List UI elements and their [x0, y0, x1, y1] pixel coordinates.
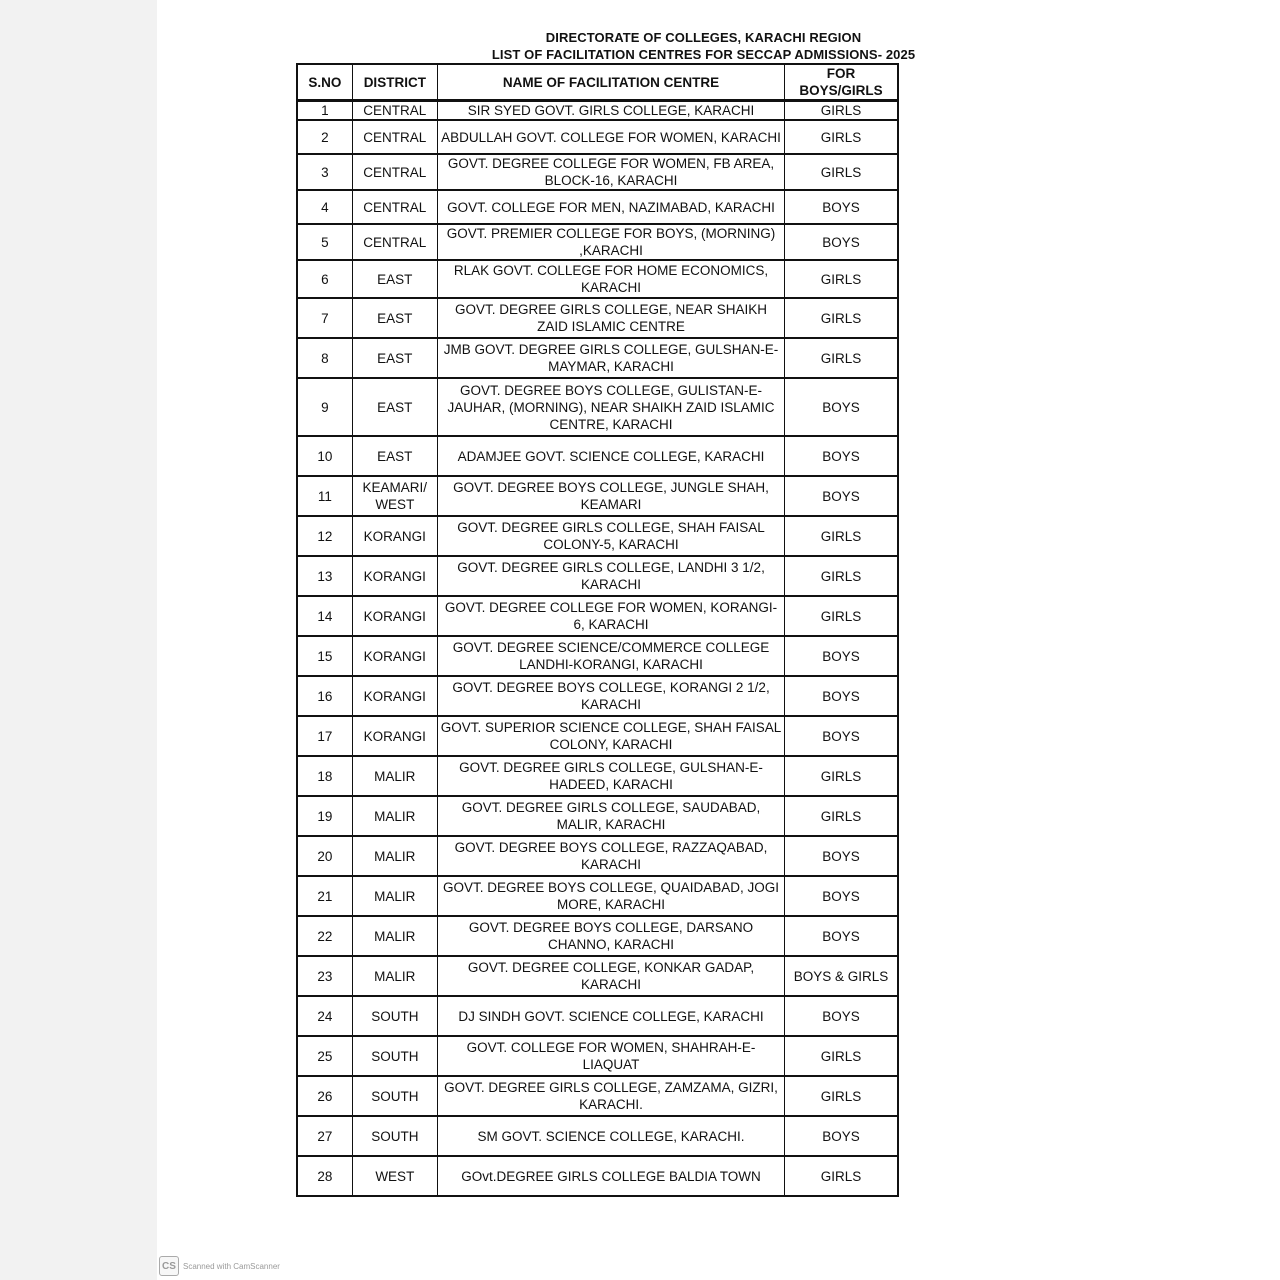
cell-district: CENTRAL: [352, 190, 437, 224]
table-row: [297, 378, 898, 436]
cell-for: BOYS: [785, 996, 898, 1036]
cell-district: KEAMARI/ WEST: [352, 476, 437, 516]
cell-centre-name: GOVT. DEGREE GIRLS COLLEGE, ZAMZAMA, GIZRI, KARACHI.: [437, 1076, 784, 1116]
cell-district: SOUTH: [352, 1116, 437, 1156]
cell-for: GIRLS: [785, 260, 898, 298]
cell-sno: 3: [297, 154, 352, 190]
cell-for: GIRLS: [785, 1156, 898, 1196]
cell-district: KORANGI: [352, 716, 437, 756]
cell-sno: 7: [297, 298, 352, 338]
table-row: [297, 796, 898, 836]
cell-centre-name: GOVT. DEGREE BOYS COLLEGE, RAZZAQABAD, KARACHI: [437, 836, 784, 876]
cell-for: BOYS: [785, 476, 898, 516]
cell-centre-name: DJ SINDH GOVT. SCIENCE COLLEGE, KARACHI: [437, 996, 784, 1036]
cell-centre-name: GOVT. DEGREE BOYS COLLEGE, JUNGLE SHAH, KEAMARI: [437, 476, 784, 516]
cell-centre-name: GOVT. DEGREE GIRLS COLLEGE, GULSHAN-E-HADEED, KARACHI: [437, 756, 784, 796]
cell-sno: 21: [297, 876, 352, 916]
table-row: [297, 716, 898, 756]
cell-district: CENTRAL: [352, 101, 437, 121]
cell-centre-name: GOVT. DEGREE SCIENCE/COMMERCE COLLEGE LANDHI-KORANGI, KARACHI: [437, 636, 784, 676]
cell-district: SOUTH: [352, 1036, 437, 1076]
cell-district: EAST: [352, 436, 437, 476]
cell-sno: 24: [297, 996, 352, 1036]
table-row: [297, 154, 898, 190]
cell-centre-name: GOvt.DEGREE GIRLS COLLEGE BALDIA TOWN: [437, 1156, 784, 1196]
cell-for: GIRLS: [785, 516, 898, 556]
cell-centre-name: ADAMJEE GOVT. SCIENCE COLLEGE, KARACHI: [437, 436, 784, 476]
cell-district: KORANGI: [352, 676, 437, 716]
cell-sno: 10: [297, 436, 352, 476]
cell-for: GIRLS: [785, 120, 898, 154]
cell-centre-name: RLAK GOVT. COLLEGE FOR HOME ECONOMICS, KARACHI: [437, 260, 784, 298]
cell-district: CENTRAL: [352, 224, 437, 260]
cell-for: BOYS: [785, 1116, 898, 1156]
facilitation-centres-table: [296, 63, 899, 1197]
cell-district: SOUTH: [352, 1076, 437, 1116]
column-header-for: FOR BOYS/GIRLS: [785, 64, 898, 101]
table-row: [297, 556, 898, 596]
cell-district: KORANGI: [352, 556, 437, 596]
table-row: [297, 224, 898, 260]
cell-sno: 16: [297, 676, 352, 716]
cell-centre-name: GOVT. DEGREE BOYS COLLEGE, QUAIDABAD, JOGI MORE, KARACHI: [437, 876, 784, 916]
cell-for: GIRLS: [785, 298, 898, 338]
table-body: [297, 101, 898, 1197]
cell-for: GIRLS: [785, 101, 898, 121]
cell-sno: 27: [297, 1116, 352, 1156]
cell-for: GIRLS: [785, 596, 898, 636]
watermark-text: Scanned with CamScanner: [183, 1261, 280, 1271]
cell-centre-name: GOVT. DEGREE GIRLS COLLEGE, NEAR SHAIKH ZAID ISLAMIC CENTRE: [437, 298, 784, 338]
cell-centre-name: GOVT. DEGREE GIRLS COLLEGE, SHAH FAISAL COLONY-5, KARACHI: [437, 516, 784, 556]
cell-for: GIRLS: [785, 1036, 898, 1076]
table-row: [297, 1156, 898, 1196]
cell-district: SOUTH: [352, 996, 437, 1036]
cell-for: BOYS: [785, 224, 898, 260]
cell-district: EAST: [352, 298, 437, 338]
column-header-sno: S.NO: [297, 64, 352, 101]
table-row: [297, 338, 898, 378]
cell-sno: 20: [297, 836, 352, 876]
cell-for: BOYS: [785, 876, 898, 916]
cell-for: BOYS: [785, 190, 898, 224]
cell-sno: 17: [297, 716, 352, 756]
cell-centre-name: GOVT. DEGREE GIRLS COLLEGE, LANDHI 3 1/2, KARACHI: [437, 556, 784, 596]
cell-sno: 26: [297, 1076, 352, 1116]
table-row: [297, 476, 898, 516]
table-row: [297, 260, 898, 298]
cell-district: EAST: [352, 260, 437, 298]
cell-sno: 18: [297, 756, 352, 796]
cell-district: KORANGI: [352, 516, 437, 556]
cell-district: KORANGI: [352, 596, 437, 636]
cell-sno: 6: [297, 260, 352, 298]
cell-district: MALIR: [352, 836, 437, 876]
table-row: [297, 1036, 898, 1076]
cell-for: GIRLS: [785, 1076, 898, 1116]
cell-sno: 13: [297, 556, 352, 596]
cell-centre-name: GOVT. DEGREE COLLEGE FOR WOMEN, FB AREA, BLOCK-16, KARACHI: [437, 154, 784, 190]
column-header-centre-name: NAME OF FACILITATION CENTRE: [437, 64, 784, 101]
cell-for: GIRLS: [785, 796, 898, 836]
cell-sno: 28: [297, 1156, 352, 1196]
cell-centre-name: JMB GOVT. DEGREE GIRLS COLLEGE, GULSHAN-E-MAYMAR, KARACHI: [437, 338, 784, 378]
cell-district: WEST: [352, 1156, 437, 1196]
cell-centre-name: GOVT. DEGREE GIRLS COLLEGE, SAUDABAD, MALIR, KARACHI: [437, 796, 784, 836]
cell-sno: 12: [297, 516, 352, 556]
cell-for: BOYS: [785, 716, 898, 756]
cell-centre-name: GOVT. SUPERIOR SCIENCE COLLEGE, SHAH FAISAL COLONY, KARACHI: [437, 716, 784, 756]
table-row: [297, 298, 898, 338]
cell-district: EAST: [352, 378, 437, 436]
cell-sno: 23: [297, 956, 352, 996]
cell-centre-name: GOVT. COLLEGE FOR WOMEN, SHAHRAH-E-LIAQUAT: [437, 1036, 784, 1076]
table-row: [297, 190, 898, 224]
cell-centre-name: GOVT. PREMIER COLLEGE FOR BOYS, (MORNING) ,KARACHI: [437, 224, 784, 260]
cell-for: BOYS: [785, 436, 898, 476]
table-row: [297, 596, 898, 636]
table-row: [297, 120, 898, 154]
cell-for: BOYS: [785, 378, 898, 436]
cell-for: BOYS: [785, 916, 898, 956]
cell-sno: 11: [297, 476, 352, 516]
cell-for: BOYS: [785, 636, 898, 676]
cell-district: CENTRAL: [352, 154, 437, 190]
cell-centre-name: GOVT. DEGREE BOYS COLLEGE, KORANGI 2 1/2, KARACHI: [437, 676, 784, 716]
table-row: [297, 1076, 898, 1116]
cell-sno: 1: [297, 101, 352, 121]
cell-sno: 5: [297, 224, 352, 260]
cell-for: GIRLS: [785, 556, 898, 596]
cell-district: MALIR: [352, 796, 437, 836]
table-row: [297, 676, 898, 716]
table-header-row: [297, 64, 898, 101]
cell-district: KORANGI: [352, 636, 437, 676]
cell-centre-name: SM GOVT. SCIENCE COLLEGE, KARACHI.: [437, 1116, 784, 1156]
table-row: [297, 101, 898, 121]
document-title: DIRECTORATE OF COLLEGES, KARACHI REGION: [545, 30, 862, 45]
cell-centre-name: GOVT. DEGREE COLLEGE, KONKAR GADAP, KARACHI: [437, 956, 784, 996]
cell-sno: 15: [297, 636, 352, 676]
table-row: [297, 956, 898, 996]
table-row: [297, 836, 898, 876]
document-page: [157, 0, 1280, 1280]
table-row: [297, 636, 898, 676]
cell-sno: 8: [297, 338, 352, 378]
cell-sno: 22: [297, 916, 352, 956]
cell-district: MALIR: [352, 956, 437, 996]
cell-centre-name: GOVT. DEGREE BOYS COLLEGE, GULISTAN-E-JAUHAR, (MORNING), NEAR SHAIKH ZAID ISLAMIC CENTRE, KARACHI: [437, 378, 784, 436]
cell-for: GIRLS: [785, 154, 898, 190]
cell-district: CENTRAL: [352, 120, 437, 154]
cell-for: GIRLS: [785, 338, 898, 378]
table-row: [297, 1116, 898, 1156]
cell-sno: 25: [297, 1036, 352, 1076]
cell-centre-name: ABDULLAH GOVT. COLLEGE FOR WOMEN, KARACHI: [437, 120, 784, 154]
table-row: [297, 876, 898, 916]
cell-sno: 4: [297, 190, 352, 224]
camscanner-logo: CS: [159, 1256, 179, 1276]
table-row: [297, 916, 898, 956]
cell-district: EAST: [352, 338, 437, 378]
table-row: [297, 756, 898, 796]
table-row: [297, 996, 898, 1036]
cell-sno: 14: [297, 596, 352, 636]
cell-sno: 2: [297, 120, 352, 154]
cell-district: MALIR: [352, 876, 437, 916]
cell-centre-name: GOVT. COLLEGE FOR MEN, NAZIMABAD, KARACHI: [437, 190, 784, 224]
cell-sno: 19: [297, 796, 352, 836]
cell-centre-name: GOVT. DEGREE COLLEGE FOR WOMEN, KORANGI-6, KARACHI: [437, 596, 784, 636]
cell-district: MALIR: [352, 756, 437, 796]
table-row: [297, 436, 898, 476]
cell-sno: 9: [297, 378, 352, 436]
cell-district: MALIR: [352, 916, 437, 956]
table-row: [297, 516, 898, 556]
cell-for: GIRLS: [785, 756, 898, 796]
document-subtitle: LIST OF FACILITATION CENTRES FOR SECCAP ADMISSIONS- 2025: [491, 47, 916, 62]
cell-for: BOYS: [785, 836, 898, 876]
cell-centre-name: GOVT. DEGREE BOYS COLLEGE, DARSANO CHANNO, KARACHI: [437, 916, 784, 956]
cell-centre-name: SIR SYED GOVT. GIRLS COLLEGE, KARACHI: [437, 101, 784, 121]
cell-for: BOYS & GIRLS: [785, 956, 898, 996]
scanner-watermark: [159, 1256, 280, 1276]
column-header-district: DISTRICT: [352, 64, 437, 101]
cell-for: BOYS: [785, 676, 898, 716]
